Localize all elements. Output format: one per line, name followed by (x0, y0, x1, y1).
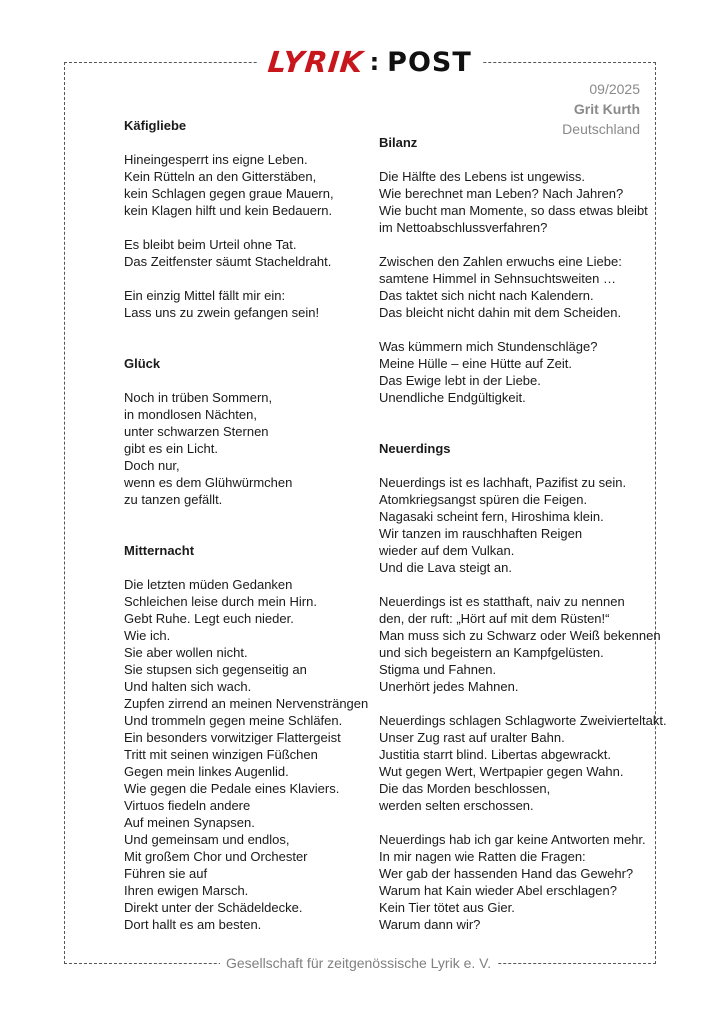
poem-line: Wie bucht man Momente, so dass etwas bleibt (379, 203, 648, 218)
stanza (379, 831, 667, 933)
poem-line: Man muss sich zu Schwarz oder Weiß bekennen (379, 628, 661, 643)
poem-line: Und gemeinsam und endlos, (124, 832, 290, 847)
poem-line: wieder auf dem Vulkan. (379, 543, 515, 558)
poem-line: Neuerdings ist es lachhaft, Pazifist zu sein. (379, 475, 627, 490)
poem-line: Dort hallt es am besten. (124, 917, 262, 932)
logo-separator: : (369, 48, 380, 76)
poem-line: Doch nur, (124, 458, 180, 473)
poem-line: gibt es ein Licht. (124, 441, 218, 456)
poem-line: Die Hälfte des Lebens ist ungewiss. (379, 169, 585, 184)
poem-line: zu tanzen gefällt. (124, 492, 223, 507)
poem-line: Unser Zug rast auf uralter Bahn. (379, 730, 565, 745)
poem-line: Und trommeln gegen meine Schläfen. (124, 713, 343, 728)
poem-line: Wut gegen Wert, Wertpapier gegen Wahn. (379, 764, 624, 779)
poem-line: in mondlosen Nächten, (124, 407, 257, 422)
logo-word-post: POST (387, 46, 472, 78)
footer-society: Gesellschaft für zeitgenössische Lyrik e. V. (220, 951, 497, 975)
poem-line: Mit großem Chor und Orchester (124, 849, 308, 864)
poem-kaefigliebe (124, 117, 334, 338)
poem-line: Tritt mit seinen winzigen Füßchen (124, 747, 318, 762)
poem-line: und sich begeistern an Kampfgelüsten. (379, 645, 604, 660)
poem-line: Kein Rütteln an den Gitterstäben, (124, 169, 317, 184)
poem-line: Neuerdings schlagen Schlagworte Zweivierteltakt. (379, 713, 667, 728)
stanza (379, 168, 648, 236)
author-name: Grit Kurth (573, 101, 640, 117)
poem-title: Bilanz (379, 135, 418, 150)
poem-line: Es bleibt beim Urteil ohne Tat. (124, 237, 297, 252)
issue-number: 09/2025 (589, 81, 640, 97)
poem-line: Das bleicht nicht dahin mit dem Scheiden. (379, 305, 622, 320)
poem-line: Wie ich. (124, 628, 171, 643)
poem-line: Zwischen den Zahlen erwuchs eine Liebe: (379, 254, 622, 269)
poem-line: In mir nagen wie Ratten die Fragen: (379, 849, 586, 864)
poem-line: Das Ewige lebt in der Liebe. (379, 373, 541, 388)
poem-line: Neuerdings hab ich gar keine Antworten mehr. (379, 832, 646, 847)
poem-line: Lass uns zu zwein gefangen sein! (124, 305, 320, 320)
poem-line: Wir tanzen im rauschhaften Reigen (379, 526, 583, 541)
poem-line: Die das Morden beschlossen, (379, 781, 551, 796)
poem-line: Warum dann wir? (379, 917, 481, 932)
poem-line: wenn es dem Glühwürmchen (124, 475, 293, 490)
stanza (124, 151, 334, 219)
author-country: Deutschland (562, 121, 640, 137)
issue-meta (562, 79, 640, 139)
poem-line: Auf meinen Synapsen. (124, 815, 255, 830)
logo-word-lyrik: LYRIK (266, 45, 366, 79)
poem-line: Neuerdings ist es statthaft, naiv zu nennen (379, 594, 625, 609)
poem-line: Das Zeitfenster säumt Stacheldraht. (124, 254, 332, 269)
poem-line: Sie stupsen sich gegenseitig an (124, 662, 307, 677)
poem-line: Kein Tier tötet aus Gier. (379, 900, 515, 915)
poem-line: Hineingesperrt ins eigne Leben. (124, 152, 308, 167)
stanza (379, 593, 667, 695)
stanza (124, 236, 334, 270)
stanza (124, 287, 334, 321)
poem-line: Gebt Ruhe. Legt euch nieder. (124, 611, 294, 626)
poem-line: Die letzten müden Gedanken (124, 577, 293, 592)
poem-title: Glück (124, 356, 161, 371)
stanza (379, 474, 667, 576)
poem-line: Führen sie auf (124, 866, 208, 881)
poem-line: kein Klagen hilft und kein Bedauern. (124, 203, 333, 218)
poem-line: Und die Lava steigt an. (379, 560, 512, 575)
poem-mitternacht (124, 542, 368, 950)
poem-title: Mitternacht (124, 543, 195, 558)
poem-line: kein Schlagen gegen graue Mauern, (124, 186, 334, 201)
stanza (379, 338, 648, 406)
poem-line: Zupfen zirrend an meinen Nervensträngen (124, 696, 369, 711)
poem-line: Ein besonders vorwitziger Flattergeist (124, 730, 341, 745)
poem-line: Schleichen leise durch mein Hirn. (124, 594, 317, 609)
poem-line: Wie berechnet man Leben? Nach Jahren? (379, 186, 624, 201)
stanza (379, 253, 648, 321)
poem-line: Virtuos fiedeln andere (124, 798, 251, 813)
poem-line: Das taktet sich nicht nach Kalendern. (379, 288, 594, 303)
stanza (124, 576, 368, 933)
poem-title: Neuerdings (379, 441, 451, 456)
poem-line: Meine Hülle – eine Hütte auf Zeit. (379, 356, 572, 371)
poem-glueck (124, 355, 292, 525)
poem-line: Warum hat Kain wieder Abel erschlagen? (379, 883, 617, 898)
poem-line: Direkt unter der Schädeldecke. (124, 900, 303, 915)
stanza (379, 712, 667, 814)
poem-line: werden selten erschossen. (379, 798, 534, 813)
poem-bilanz (379, 134, 648, 423)
poem-line: samtene Himmel in Sehnsuchtsweiten … (379, 271, 616, 286)
poem-neuerdings (379, 440, 667, 950)
poem-line: unter schwarzen Sternen (124, 424, 269, 439)
poem-line: Sie aber wollen nicht. (124, 645, 248, 660)
poem-line: Ihren ewigen Marsch. (124, 883, 249, 898)
poem-line: Nagasaki scheint fern, Hiroshima klein. (379, 509, 604, 524)
poem-line: Unendliche Endgültigkeit. (379, 390, 526, 405)
poem-title: Käfigliebe (124, 118, 187, 133)
poem-line: Und halten sich wach. (124, 679, 252, 694)
poem-line: den, der ruft: „Hört auf mit dem Rüsten!“ (379, 611, 610, 626)
poem-line: Wie gegen die Pedale eines Klaviers. (124, 781, 340, 796)
poem-line: Unerhört jedes Mahnen. (379, 679, 519, 694)
poem-line: Wer gab der hassenden Hand das Gewehr? (379, 866, 634, 881)
poem-line: Was kümmern mich Stundenschläge? (379, 339, 598, 354)
poem-line: Stigma und Fahnen. (379, 662, 497, 677)
poem-line: Gegen mein linkes Augenlid. (124, 764, 289, 779)
poem-line: Noch in trüben Sommern, (124, 390, 273, 405)
logo (258, 44, 482, 80)
poem-line: Ein einzig Mittel fällt mir ein: (124, 288, 286, 303)
poem-line: Justitia starrt blind. Libertas abgewrackt. (379, 747, 611, 762)
poem-line: Atomkriegsangst spüren die Feigen. (379, 492, 588, 507)
poem-line: im Nettoabschlussverfahren? (379, 220, 548, 235)
stanza (124, 389, 292, 508)
